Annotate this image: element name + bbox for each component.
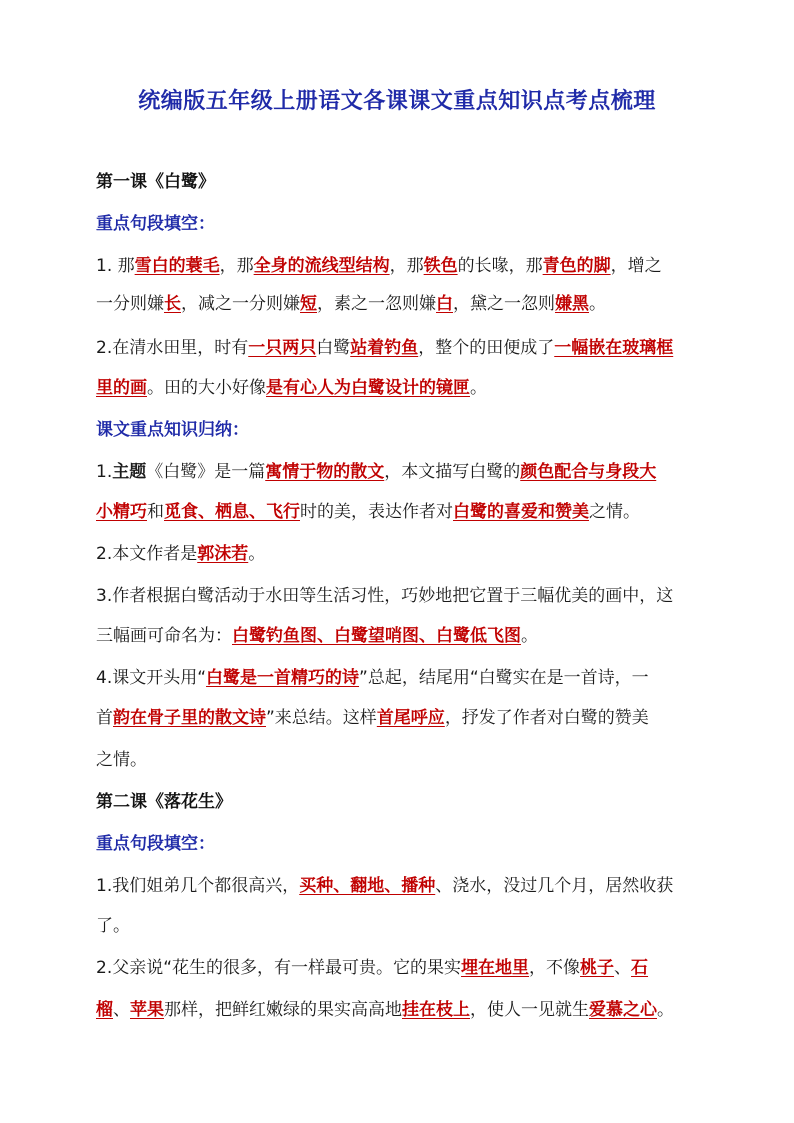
text: ，本文描写白鹭的 — [384, 462, 521, 482]
lesson1-p2-line2 — [96, 376, 487, 400]
text: ，整个的田便成了 — [418, 338, 555, 358]
text: 、 — [614, 958, 632, 978]
text: 那样，把鲜红嫩绿的果实高高地 — [164, 1000, 402, 1020]
answer: 是有心人为白鹭设计的镜匣 — [266, 378, 470, 398]
answer: 小精巧 — [96, 502, 147, 522]
text: 《白鹭》是一篇 — [146, 462, 266, 482]
answer: 白鹭的喜爱和赞美 — [453, 502, 589, 522]
lesson1-k4-line1 — [96, 666, 649, 690]
theme-label: 主题 — [112, 462, 147, 482]
text: 首 — [96, 708, 113, 728]
text: 2.在清水田里，时有 — [96, 338, 249, 358]
lesson1-k3-line2 — [96, 624, 538, 648]
text: 2.本文作者是 — [96, 544, 198, 564]
answer: 郭沫若 — [197, 544, 249, 564]
text: 之情。 — [589, 502, 640, 522]
text: ，那 — [219, 256, 254, 276]
answer: 首尾呼应 — [376, 708, 445, 728]
text: ，黛之一忽则 — [453, 294, 555, 314]
lesson1-p1-line1 — [96, 254, 662, 278]
lesson1-k3-line1 — [96, 584, 673, 608]
lesson2-p2-line1 — [96, 956, 648, 980]
answer: 短 — [300, 294, 317, 314]
text: 、 — [113, 1000, 130, 1020]
text: 之情。 — [96, 750, 147, 770]
answer: 铁色 — [423, 256, 458, 276]
answer: 颜色配合与身段大 — [520, 462, 657, 482]
text: 1. — [96, 462, 113, 482]
answer: 爱慕之心 — [589, 1000, 657, 1020]
text: ，不像 — [529, 958, 581, 978]
lesson2-p1-line2 — [96, 914, 130, 938]
text: 的长喙，那 — [457, 256, 543, 276]
text: 4.课文开头用“ — [96, 668, 207, 688]
text: 。 — [470, 378, 487, 398]
text: 三幅画可命名为： — [96, 626, 232, 646]
text: ，素之一忽则嫌 — [317, 294, 436, 314]
answer: 韵在骨子里的散文诗 — [113, 708, 266, 728]
answer: 桃子 — [580, 958, 615, 978]
lesson1-section-fill-blanks: 重点句段填空： — [96, 214, 215, 234]
lesson2-heading: 第二课《落花生》 — [96, 792, 232, 812]
lesson1-k2 — [96, 542, 265, 566]
lesson1-heading: 第一课《白鹭》 — [96, 172, 215, 192]
lesson1-p1-line2 — [96, 292, 606, 316]
answer: 青色的脚 — [542, 256, 611, 276]
answer: 寓情于物的散文 — [265, 462, 385, 482]
answer: 白鹭是一首精巧的诗 — [206, 668, 360, 688]
answer: 挂在枝上 — [402, 1000, 470, 1020]
answer: 石 — [631, 958, 649, 978]
text: 。 — [521, 626, 538, 646]
text: 白鹭 — [316, 338, 351, 358]
lesson1-k4-line2 — [96, 706, 649, 730]
text: ，抒发了作者对白鹭的赞美 — [444, 708, 649, 728]
text: 了。 — [96, 916, 130, 936]
text: ，使人一见就生 — [470, 1000, 589, 1020]
lesson2-p1-line1 — [96, 874, 673, 898]
lesson2-section-fill-blanks: 重点句段填空： — [96, 834, 215, 854]
answer: 觅食、栖息、飞行 — [164, 502, 300, 522]
lesson1-section-summary: 课文重点知识归纳： — [96, 420, 249, 440]
text: 和 — [147, 502, 164, 522]
text: ”总起，结尾用“白鹭实在是一首诗，一 — [359, 668, 649, 688]
text: 、浇水，没过几个月，居然收获 — [435, 876, 674, 896]
answer: 一只两只 — [248, 338, 317, 358]
answer: 嫌黑 — [555, 294, 589, 314]
lesson1-k1-line1 — [96, 460, 656, 484]
text: ，那 — [389, 256, 424, 276]
lesson1-p2-line1 — [96, 336, 673, 360]
answer: 榴 — [96, 1000, 113, 1020]
text: 。 — [589, 294, 606, 314]
answer: 一幅嵌在玻璃框 — [554, 338, 674, 358]
text: 。田的大小好像 — [147, 378, 266, 398]
lesson2-p2-line2 — [96, 998, 674, 1022]
answer: 长 — [164, 294, 181, 314]
text: ”来总结。这样 — [266, 708, 377, 728]
document-title: 统编版五年级上册语文各课课文重点知识点考点梳理 — [138, 89, 656, 114]
text: 3.作者根据白鹭活动于水田等生活习性，巧妙地把它置于三幅优美的画中，这 — [96, 586, 674, 606]
text: ，减之一分则嫌 — [181, 294, 300, 314]
answer: 白 — [436, 294, 453, 314]
answer: 苹果 — [130, 1000, 164, 1020]
text: ，增之 — [610, 256, 662, 276]
lesson1-k4-line3 — [96, 748, 147, 772]
answer: 雪白的蓑毛 — [134, 256, 220, 276]
answer: 里的画 — [96, 378, 147, 398]
text: 1.我们姐弟几个都很高兴， — [96, 876, 300, 896]
text: 一分则嫌 — [96, 294, 164, 314]
text: 2.父亲说“花生的很多，有一样最可贵。它的果实 — [96, 958, 462, 978]
answer: 全身的流线型结构 — [253, 256, 390, 276]
answer: 埋在地里 — [461, 958, 530, 978]
text: 。 — [248, 544, 266, 564]
text: 1. 那 — [96, 256, 135, 276]
answer: 买种、翻地、播种 — [299, 876, 436, 896]
answer: 白鹭钓鱼图、白鹭望哨图、白鹭低飞图 — [232, 626, 521, 646]
answer: 站着钓鱼 — [350, 338, 419, 358]
text: 时的美，表达作者对 — [300, 502, 453, 522]
text: 。 — [657, 1000, 674, 1020]
lesson1-k1-line2 — [96, 500, 640, 524]
